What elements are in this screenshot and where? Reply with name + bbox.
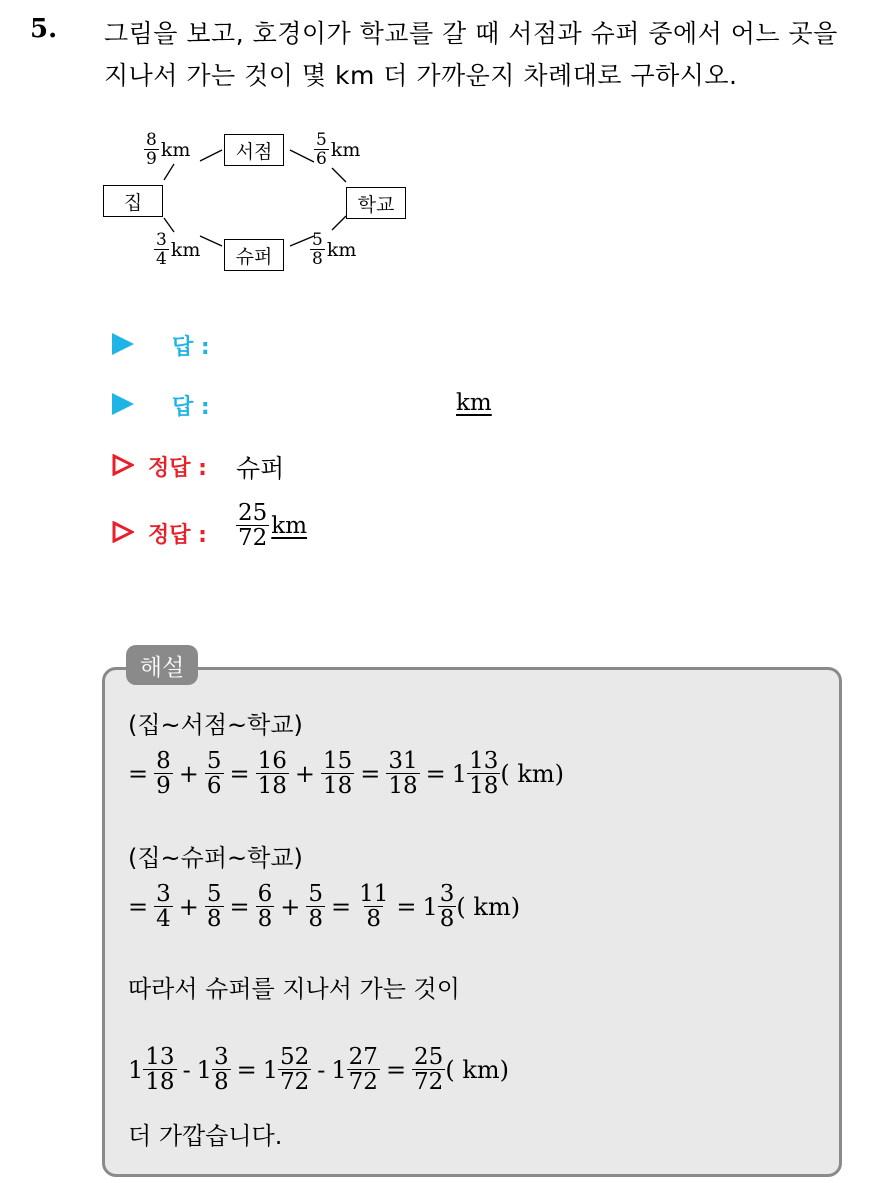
route1-title: (집~서점~학교) (128, 711, 303, 739)
correct1-arrow-icon (112, 454, 134, 476)
conclusion-line1: 따라서 슈퍼를 지나서 가는 것이 (128, 975, 460, 1003)
question-text-line2: 지나서 가는 것이 몇 km 더 가까운지 차례대로 구하시오. (104, 61, 738, 90)
question-text-line1: 그림을 보고, 호경이가 학교를 갈 때 서점과 슈퍼 중에서 어느 곳을 (104, 19, 838, 48)
explanation-tag: 해설 (126, 645, 198, 685)
answer2-label: 답 : (172, 395, 210, 420)
answer2-arrow-icon (112, 393, 134, 415)
distance-home-bookstore: $\frac{8}{9}$ km (146, 130, 191, 169)
line-bookstore-to-school-b (332, 168, 346, 182)
bookstore-box: 서점 (224, 134, 284, 166)
answer2-unit: km (456, 390, 492, 416)
line-bookstore-to-school-a (290, 150, 314, 162)
supermarket-box: 슈퍼 (224, 239, 284, 271)
school-box: 학교 (346, 187, 406, 219)
conclusion-line2: 더 가깝습니다. (128, 1122, 283, 1150)
route2-title: (집~슈퍼~학교) (128, 844, 303, 872)
route-diagram (100, 128, 410, 278)
correct2-arrow-icon (112, 521, 134, 543)
line-home-to-bookstore-b (200, 150, 222, 161)
correct2-value: $\frac{25}{72}$ km (238, 500, 308, 551)
home-box: 집 (103, 185, 163, 217)
line-home-to-super-b (200, 236, 222, 246)
answer1-arrow-icon (112, 333, 134, 355)
difference-equation: 1 $\frac{13}{18}$ - 1 $\frac{3}{8}$ = 1 $\frac{52}{72}$ - 1 $\frac{27}{72}$ = $\frac{25}{72}$ ( km) (128, 1044, 509, 1095)
route1-equation: = $\frac{8}{9}$ + $\frac{5}{6}$ = $\frac{16}{18}$ + $\frac{15}{18}$ = $\frac{31}{18}$ = 1 $\frac{13}{18}$ ( km) (128, 748, 564, 799)
route2-equation: = $\frac{3}{4}$ + $\frac{5}{8}$ = $\frac{6}{8}$ + $\frac{5}{8}$ = $\frac{11}{8}$ = 1 $\frac{3}{8}$ ( km) (128, 881, 521, 932)
correct1-label: 정답 : (148, 456, 207, 481)
answer1-label: 답 : (172, 335, 210, 360)
distance-supermarket-school: $\frac{5}{8}$ km (312, 230, 357, 269)
line-super-to-school-b (332, 216, 346, 230)
question-number: 5. (30, 14, 58, 44)
correct1-value: 슈퍼 (236, 454, 285, 483)
distance-home-supermarket: $\frac{3}{4}$ km (156, 230, 201, 269)
distance-bookstore-school: $\frac{5}{6}$ km (316, 130, 361, 169)
correct2-label: 정답 : (148, 523, 207, 548)
